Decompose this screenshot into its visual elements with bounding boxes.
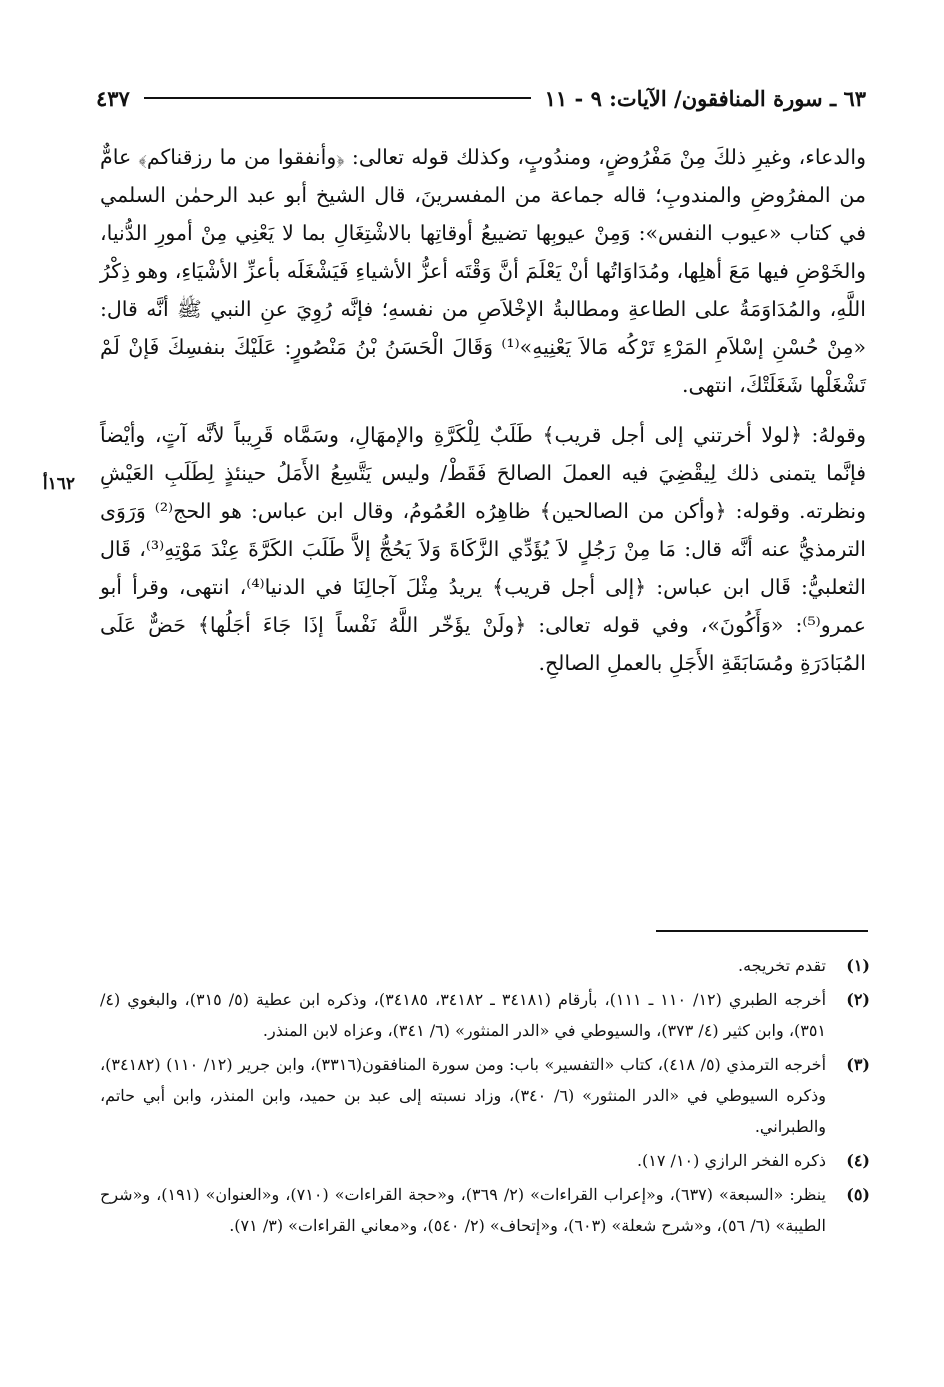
footnote-number: (٢) — [846, 990, 870, 1009]
footnote-number: (٣) — [846, 1055, 870, 1074]
footnote-divider — [656, 930, 868, 932]
footnote-text: ينظر: «السبعة» (٦٣٧)، و«إعراب القراءات» (٢/ ٣٦٩)، و«حجة القراءات» (٧١٠)، و«العنوان» (١٩١)، و«شرح الطيبة» (٦/ ٥٦)، و«شرح شعلة» (٦٠٣)، و«إتحاف» (٢/ ٥٤٠)، و«معاني القراءات» (٣/ ٧١). — [100, 1185, 827, 1235]
footnote-text: تقدم تخريجه. — [738, 956, 826, 975]
manuscript-folio-note: ١٦٢أ — [42, 474, 76, 494]
running-header — [96, 78, 866, 118]
footnote-text: ذكره الفخر الرازي (١٠/ ١٧). — [636, 1151, 826, 1170]
page-number: ٤٣٧ — [96, 85, 130, 111]
paragraph: وقولهُ: ﴿لولا أخرتني إلى أجل قريب﴾ طَلَبٌ لِلْكَرَّةِ والإمهَالِ، وسَمَّاه قَرِيباً لأنَّه آتٍ، وأيْضاً فإنَّما يتمنى ذلك لِيقْضِيَ فيه العملَ الصالحَ فَقَطْ/ وليس يَتَّسِعُ الأَمَلُ حينئذٍ لِطَلَبِ العَيْشِ ونظرته. وقوله: ﴿وأكن من الصالحين﴾ ظاهِرُه العُمُومُ، وقال ابن عباس: هو الحج⁽²⁾ وَرَوَى الترمذيُّ عنه أنَّه قال: مَا مِنْ رَجُلٍ لاَ يُؤَدِّي الزَّكَاةَ وَلاَ يَحُجُّ إلاَّ طَلَبَ الكَرَّةَ عِنْدَ مَوْتِهِ⁽³⁾، قَال الثعلبيُّ: قَال ابن عباس: ﴿إلى أجل قريب﴾ يريدُ مِثْلَ آجالِنَا في الدنيا⁽⁴⁾، انتهى، وقرأ أبو عمرو⁽⁵⁾: «وَأَكُونَ»، وفي قوله تعالى: ﴿ولَنْ يؤَخّر اللَّهُ نَفْساً إذَا جَاءَ أجَلُها﴾ حَضٌّ عَلَى المُبَادَرَةِ ومُسَابَقَةِ الأَجَلِ بالعملِ الصالحِ. — [100, 423, 867, 675]
footnote — [100, 1179, 870, 1241]
header-rule — [144, 97, 531, 99]
footnote — [100, 984, 870, 1046]
footnote — [100, 1145, 870, 1176]
header-title: ٦٣ ـ سورة المنافقون/ الآيات: ٩ - ١١ — [544, 85, 866, 111]
paragraph: والدعاء، وغيرِ ذلكَ مِنْ مَفْرُوضٍ، ومندُوبٍ، وكذلك قوله تعالى: ﴿وأنفقوا من ما رزقناكم﴾ عامٌّ من المفرُوضِ والمندوبِ؛ قاله جماعة من المفسرينَ، قال الشيخ أبو عبد الرحمٰن السلمي في كتاب «عيوب النفس»: وَمِنْ عيوبِها تضييعُ أوقاتِها بالاشْتِغَالِ بما لا يَعْنِي مِنْ أمورِ الدُّنيا، والخَوْضِ فيها مَعَ أهلِها، ومُدَاوَاتُها أنْ يَعْلَمَ أنَّ وَقْتَه أعزُّ الأشياءِ فَيَشْغَلَه بأعزِّ الأشْيَاءِ، وهو ذِكْرُ اللَّهِ، والمُدَاوَمَةُ على الطاعةِ ومطالبةُ الإخْلاَصِ من نفسهِ؛ فإنَّه رُوِيَ عنِ النبي ﷺ أنَّه قال: «مِنْ حُسْنِ إسْلاَمِ المَرْءِ تَرْكُه مَالاَ يَعْنِيهِ»⁽¹⁾ وَقَالَ الْحَسَنُ بْنُ مَنْصُورٍ: عَلَيْكَ بنفسِكَ فَإنْ لَمْ تَشْغَلْها شَغَلَتْكَ، انتهى. — [100, 145, 866, 397]
footnote — [100, 950, 870, 981]
footnote-number: (١) — [846, 956, 870, 975]
footnote-number: (٤) — [846, 1151, 870, 1170]
footnote — [100, 1049, 870, 1142]
footnote-text: أخرجه الترمذي (٥/ ٤١٨)، كتاب «التفسير» باب: ومن سورة المنافقون(٣٣١٦)، وابن جرير (١٢/ ١١٠) (٣٤١٨٢)، وذكره السيوطي في «الدر المنثور» (٦/ ٣٤٠)، وزاد نسبته إلى عبد بن حميد، وابن المنذر، وابن أبي حاتم، والطبراني. — [100, 1055, 827, 1136]
footnote-text: أخرجه الطبري (١٢/ ١١٠ ـ ١١١)، بأرقام (٣٤١٨١ ـ ٣٤١٨٢، ٣٤١٨٥)، وذكره ابن عطية (٥/ ٣١٥)، والبغوي (٤/ ٣٥١)، وابن كثير (٤/ ٣٧٣)، والسيوطي في «الدر المنثور» (٦/ ٣٤١)، وعزاه لابن المنذر. — [100, 990, 827, 1040]
footnotes — [100, 950, 870, 1244]
footnote-number: (٥) — [846, 1185, 870, 1204]
body-text — [100, 138, 866, 694]
